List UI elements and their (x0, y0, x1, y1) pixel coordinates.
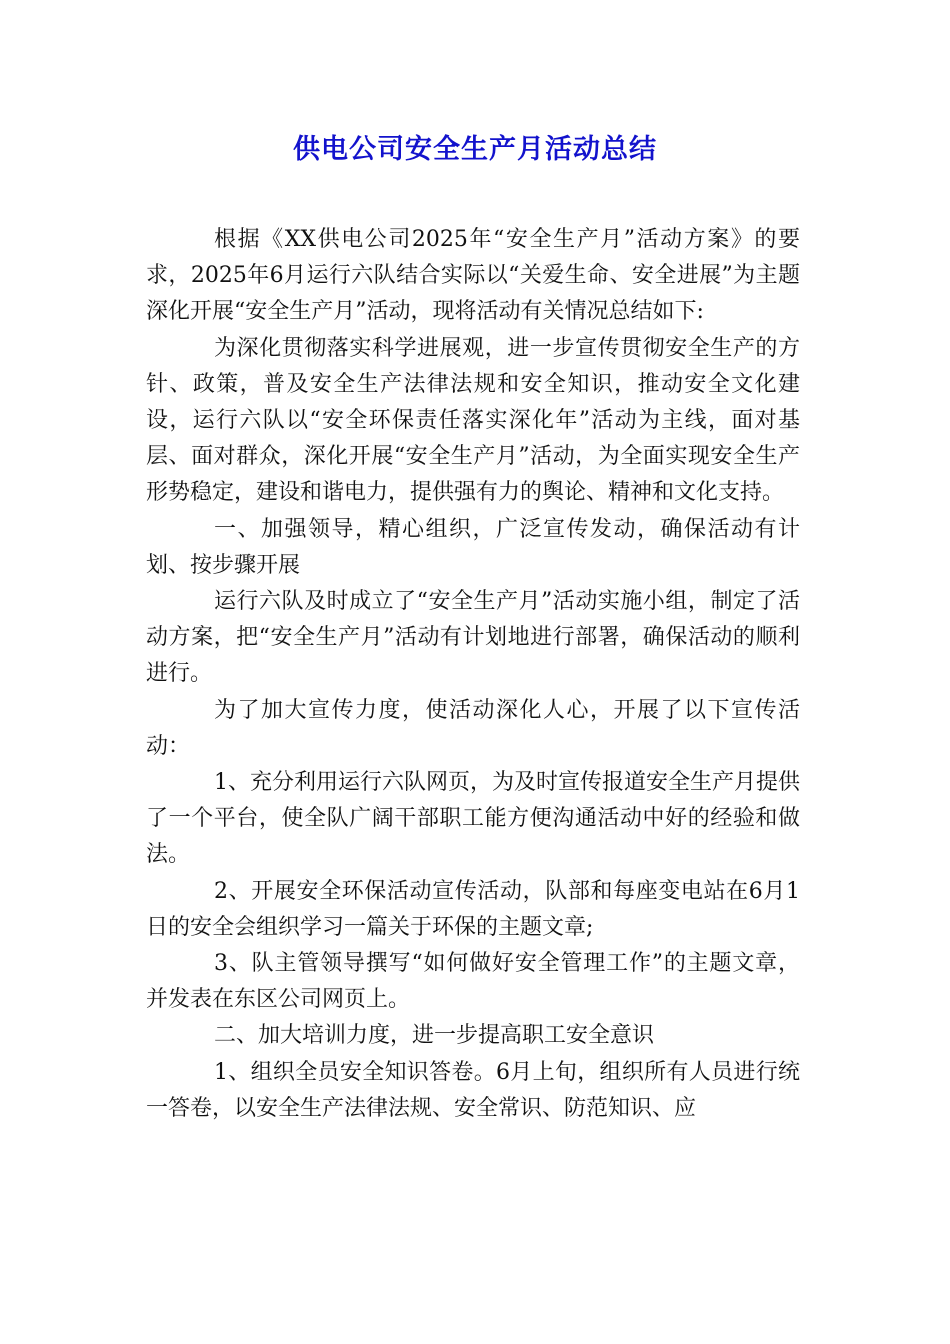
paragraph-organization: 运行六队及时成立了“安全生产月”活动实施小组，制定了活动方案，把“安全生产月”活动有计划地进行部署，确保活动的顺利进行。 (146, 589, 800, 687)
section-heading-2: 二、加大培训力度，进一步提高职工安全意识 (214, 1023, 655, 1049)
section-heading-1: 一、加强领导，精心组织，广泛宣传发动，确保活动有计划、按步骤开展 (146, 516, 800, 578)
list-item-3: 3、队主管领导撰写“如何做好安全管理工作”的主题文章，并发表在东区公司网页上。 (146, 951, 800, 1013)
paragraph-intro: 根据《XX供电公司2025年“安全生产月”活动方案》的要求，2025年6月运行六队结合实际以“关爱生命、安全进展”为主题深化开展“安全生产月”活动，现将活动有关情况总结如下: (146, 227, 800, 325)
list-item-1: 1、充分利用运行六队网页，为及时宣传报道安全生产月提供了一个平台，使全队广阔干部职工能方便沟通活动中好的经验和做法。 (146, 770, 800, 868)
list-item-training-1: 1、组织全员安全知识答卷。6月上旬，组织所有人员进行统一答卷，以安全生产法律法规、安全常识、防范知识、应 (146, 1059, 800, 1121)
paragraph-publicity: 为了加大宣传力度，使活动深化人心，开展了以下宣传活动： (146, 697, 800, 759)
document-title: 供电公司安全生产月活动总结 (293, 134, 657, 165)
list-item-2: 2、开展安全环保活动宣传活动，队部和每座变电站在6月1日的安全会组织学习一篇关于环保的主题文章; (146, 878, 800, 940)
paragraph-purpose: 为深化贯彻落实科学进展观，进一步宣传贯彻安全生产的方针、政策，普及安全生产法律法规和安全知识，推动安全文化建设，运行六队以“安全环保责任落实深化年”活动为主线，面对基层、面对群众，深化开展“安全生产月”活动，为全面实现安全生产形势稳定，建设和谐电力，提供强有力的舆论、精神和文化支持。 (146, 335, 800, 506)
document-body (146, 222, 800, 1127)
